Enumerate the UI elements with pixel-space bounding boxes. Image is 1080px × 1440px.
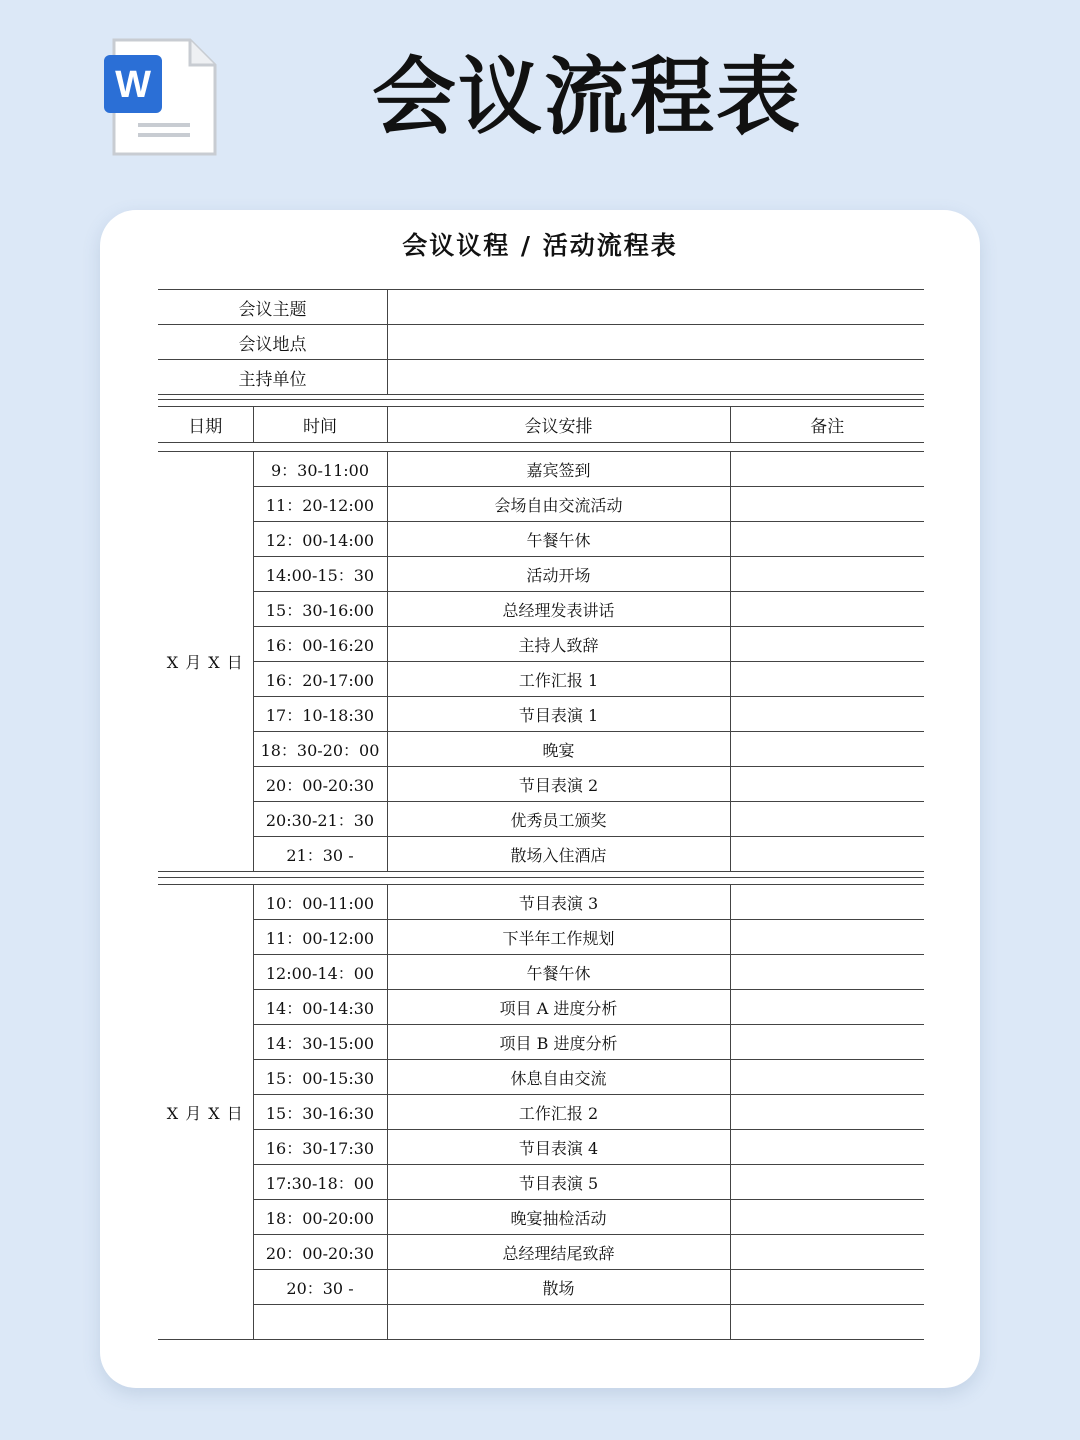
time-cell: 15：30-16:30 [253, 1095, 387, 1130]
word-doc-icon [104, 37, 217, 158]
notes-cell[interactable] [730, 802, 924, 837]
table-row [158, 1060, 924, 1095]
time-cell: 20：00-20:30 [253, 1235, 387, 1270]
meeting-info-table [158, 289, 924, 395]
notes-cell[interactable] [730, 1130, 924, 1165]
agenda-cell: 晚宴抽检活动 [387, 1200, 730, 1235]
schedule-day-2 [158, 885, 924, 1340]
table-row [158, 1200, 924, 1235]
column-header-agenda: 会议安排 [387, 407, 730, 443]
table-row [158, 1025, 924, 1060]
time-cell: 18：30-20：00 [253, 732, 387, 767]
page-title: 会议流程表 [372, 48, 803, 146]
info-row-location [158, 325, 924, 360]
time-cell: 18：00-20:00 [253, 1200, 387, 1235]
table-row [158, 955, 924, 990]
agenda-cell: 主持人致辞 [387, 627, 730, 662]
notes-cell[interactable] [730, 1235, 924, 1270]
notes-cell[interactable] [730, 1270, 924, 1305]
table-row [158, 487, 924, 522]
agenda-cell: 节目表演 3 [387, 885, 730, 920]
agenda-cell: 节目表演 4 [387, 1130, 730, 1165]
info-value-field[interactable] [388, 325, 925, 360]
table-row [158, 662, 924, 697]
time-cell: 21：30 - [253, 837, 387, 872]
agenda-cell: 午餐午休 [387, 522, 730, 557]
table-row [158, 592, 924, 627]
notes-cell[interactable] [730, 662, 924, 697]
info-value-field[interactable] [388, 290, 925, 325]
time-cell [253, 1305, 387, 1340]
date-cell: X 月 X 日 [158, 452, 253, 872]
agenda-cell: 会场自由交流活动 [387, 487, 730, 522]
time-cell: 12：00-14:00 [253, 522, 387, 557]
agenda-cell: 项目 B 进度分析 [387, 1025, 730, 1060]
time-cell: 12:00-14：00 [253, 955, 387, 990]
table-row [158, 1095, 924, 1130]
table-row [158, 732, 924, 767]
time-cell: 14：00-14:30 [253, 990, 387, 1025]
info-value-field[interactable] [388, 360, 925, 395]
agenda-cell: 散场入住酒店 [387, 837, 730, 872]
time-cell: 16：00-16:20 [253, 627, 387, 662]
notes-cell[interactable] [730, 1200, 924, 1235]
notes-cell[interactable] [730, 592, 924, 627]
table-row [158, 802, 924, 837]
info-label: 会议地点 [158, 325, 388, 360]
notes-cell[interactable] [730, 767, 924, 802]
notes-cell[interactable] [730, 732, 924, 767]
document-title: 会议议程 / 活动流程表 [402, 231, 678, 260]
agenda-cell: 总经理发表讲话 [387, 592, 730, 627]
table-row [158, 1165, 924, 1200]
time-cell: 17:30-18：00 [253, 1165, 387, 1200]
agenda-cell: 节目表演 2 [387, 767, 730, 802]
notes-cell[interactable] [730, 920, 924, 955]
time-cell: 20：00-20:30 [253, 767, 387, 802]
table-row [158, 920, 924, 955]
table-row [158, 1130, 924, 1165]
time-cell: 20：30 - [253, 1270, 387, 1305]
table-row [158, 990, 924, 1025]
agenda-cell [387, 1305, 730, 1340]
time-cell: 14:00-15：30 [253, 557, 387, 592]
table-row [158, 1270, 924, 1305]
notes-cell[interactable] [730, 452, 924, 487]
agenda-cell: 活动开场 [387, 557, 730, 592]
notes-cell[interactable] [730, 1025, 924, 1060]
table-row [158, 452, 924, 487]
agenda-cell: 工作汇报 1 [387, 662, 730, 697]
agenda-cell: 散场 [387, 1270, 730, 1305]
notes-cell[interactable] [730, 990, 924, 1025]
info-row-topic [158, 290, 924, 325]
date-cell: X 月 X 日 [158, 885, 253, 1340]
notes-cell[interactable] [730, 487, 924, 522]
info-row-host [158, 360, 924, 395]
schedule-header-row [158, 407, 924, 443]
info-label: 会议主题 [158, 290, 388, 325]
notes-cell[interactable] [730, 1060, 924, 1095]
notes-cell[interactable] [730, 627, 924, 662]
agenda-cell: 总经理结尾致辞 [387, 1235, 730, 1270]
column-header-date: 日期 [158, 407, 253, 443]
time-cell: 17：10-18:30 [253, 697, 387, 732]
agenda-cell: 休息自由交流 [387, 1060, 730, 1095]
double-rule-divider [158, 877, 924, 885]
agenda-cell: 晚宴 [387, 732, 730, 767]
agenda-cell: 优秀员工颁奖 [387, 802, 730, 837]
header [0, 0, 1080, 200]
time-cell: 16：20-17:00 [253, 662, 387, 697]
double-rule-divider [158, 399, 924, 407]
time-cell: 11：20-12:00 [253, 487, 387, 522]
time-cell: 20:30-21：30 [253, 802, 387, 837]
table-row [158, 885, 924, 920]
notes-cell[interactable] [730, 1095, 924, 1130]
notes-cell[interactable] [730, 885, 924, 920]
schedule-day-1 [158, 452, 924, 872]
notes-cell[interactable] [730, 837, 924, 872]
agenda-cell: 下半年工作规划 [387, 920, 730, 955]
agenda-cell: 项目 A 进度分析 [387, 990, 730, 1025]
notes-cell[interactable] [730, 697, 924, 732]
time-cell: 16：30-17:30 [253, 1130, 387, 1165]
table-row [158, 697, 924, 732]
word-icon-letter: W [115, 64, 151, 106]
time-cell: 15：00-15:30 [253, 1060, 387, 1095]
time-cell: 14：30-15:00 [253, 1025, 387, 1060]
notes-cell[interactable] [730, 522, 924, 557]
agenda-cell: 节目表演 5 [387, 1165, 730, 1200]
time-cell: 10：00-11:00 [253, 885, 387, 920]
notes-cell[interactable] [730, 557, 924, 592]
time-cell: 11：00-12:00 [253, 920, 387, 955]
notes-cell[interactable] [730, 1165, 924, 1200]
notes-cell[interactable] [730, 955, 924, 990]
table-row [158, 837, 924, 872]
time-cell: 9：30-11:00 [253, 452, 387, 487]
agenda-cell: 工作汇报 2 [387, 1095, 730, 1130]
column-header-notes: 备注 [730, 407, 924, 443]
time-cell: 15：30-16:00 [253, 592, 387, 627]
agenda-cell: 午餐午休 [387, 955, 730, 990]
table-row [158, 627, 924, 662]
table-row [158, 557, 924, 592]
table-row [158, 522, 924, 557]
agenda-cell: 嘉宾签到 [387, 452, 730, 487]
column-header-time: 时间 [253, 407, 387, 443]
table-row [158, 1235, 924, 1270]
table-row [158, 1305, 924, 1340]
agenda-cell: 节目表演 1 [387, 697, 730, 732]
table-row [158, 767, 924, 802]
info-label: 主持单位 [158, 360, 388, 395]
notes-cell[interactable] [730, 1305, 924, 1340]
